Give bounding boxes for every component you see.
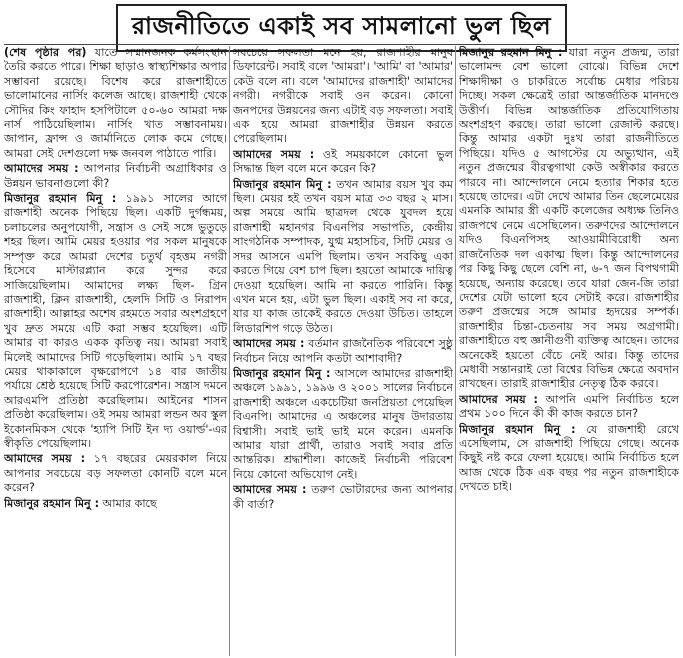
question-text: ওই সময়কালে কোনো ভুল সিদ্ধান্ত ছিল বলে মনে করেন কি? <box>233 147 453 176</box>
answer-text: আসলে আমাদের রাজশাহী অঞ্চলে ১৯৯১, ১৯৯৬ ও ২০০১ সালের নির্বাচনে রাজশাহী অঞ্চলে একচেটিয়া জনপ্রিয়তা পেয়েছিল বিএনপি। আমাদের এ অঞ্চলের মানুষ উদারতায় বিশ্বাসী। সবাই ভাই ভাই মনে করেন। এমনকি আমার যারা প্রার্থী, তারাও সবাই সবার প্রতি আন্তরিক। শ্রদ্ধাশীল। কাজেই নির্বাচনী পরিবেশ নিয়ে কোনো অভিযোগ নেই। <box>233 366 453 481</box>
speaker-label: মিজানুর রহমান মিনু : <box>459 46 563 59</box>
paragraph <box>4 46 227 161</box>
interviewer-label: আমাদের সময় : <box>4 162 79 176</box>
answer <box>459 423 679 495</box>
interviewer-label: আমাদের সময় : <box>4 452 86 466</box>
headline-area <box>0 0 683 42</box>
paragraph-text: যাতে সম্মানজনক কর্মসংস্থান তৈরি করতে পারে। শিক্ষা ছাড়াও স্বাস্থ্যশিক্ষার অপার সম্ভাবনা রয়েছে। বিশেষ করে রাজশাহীতে ভালোমানের নার্সিং কলেজ আছে। রাজশাহী থেকে সৌদির কিং ফাহাদ হসপিটালে ৫০-৬০ আমরা দক্ষ নার্স পাঠিয়েছিলাম। নার্সিং খাত সম্ভাবনাময়। জাপান, ফ্রান্স ও জার্মানিতে লোক কমে গেছে। আমরা সেই দেশগুলো দক্ষ জনবল পাঠাতে পারি। <box>4 46 227 160</box>
answer <box>233 178 453 336</box>
question-text: আপনার নির্বাচনী অগ্রাধিকার ও উন্নয়ন ভাবনাগুলো কী? <box>4 162 227 190</box>
question-text: ১৭ বছরের মেয়রকাল নিয়ে আপনার সবচেয়ে বড় সফলতা কোনটি বলে মনে করেন? <box>4 452 227 495</box>
question <box>4 452 227 495</box>
speaker-label: মিজানুর রহমান মিনু : <box>4 496 100 510</box>
question-text: আপনি এমপি নির্বাচিত হলে প্রথম ১০০ দিনে কী কী কাজ করতে চান? <box>459 392 679 421</box>
column-1 <box>4 46 227 656</box>
paragraph <box>233 46 453 147</box>
answer <box>4 192 227 451</box>
question <box>4 162 227 191</box>
column-divider-2 <box>455 46 456 656</box>
speaker-label: মিজানুর রহমান মিনু : <box>459 422 576 436</box>
interviewer-label: আমাদের সময় : <box>233 337 305 351</box>
interviewer-label: আমাদের সময় : <box>233 483 307 497</box>
question <box>233 337 453 366</box>
answer-text: আমার কাছে <box>99 496 157 510</box>
top-rule <box>4 44 679 45</box>
question <box>233 483 453 512</box>
paragraph-text: সবচেয়ে সফলতা মনে হয়, রাজশাহীর মানুষ ডিফারেন্ট। সবাই বলে 'আমরা'। 'আমি' বা 'আমার' কেউ বলে না। বলে 'আমাদের রাজশাহী' আমাদের নগরী। নগরীকে সবাই ওন করেন। কোনো জনপদের উন্নয়নের জন্য এটাই বড় সফলতা। সবাই এক হয়ে আমরা রাজশাহীর উন্নয়ন করতে পেরেছিলাম। <box>233 46 453 146</box>
answer <box>4 497 227 511</box>
question <box>459 393 679 422</box>
interviewer-label: আমাদের সময় : <box>459 392 538 406</box>
answer-text: ১৯৯১ সালের আগে রাজশাহী অনেক পিছিয়ে ছিল। একটি দুর্গন্ধময়, চলাচলের অনুপযোগী, সন্ত্রাস ও সেই সঙ্গে ভুতুড়ে শহর ছিল। আমি মেয়র হওয়ার পর সকল মানুষকে সম্পৃক্ত করে আমরা দেশের চতুর্থ বৃহত্তম নগরী হিসেবে মাস্টারপ্ল্যান করে সুন্দর করে সাজিয়েছিলাম। আমাদের লক্ষ্য ছিল- গ্রিন রাজশাহী, ক্লিন রাজশাহী, হেলদি সিটি ও নিরাপদ রাজশাহী। আল্লাহর অশেষ রহমতে সবার অংশগ্রহণে খুব দ্রুত সময়ে এটি করা সম্ভব হয়েছিল। এটি আমার বা কারও একক কৃতিত্ব নয়। আমরা সবাই মিলেই আমাদের সিটি গড়েছিলাম। আমি ১৭ বছর মেয়র থাকাকালে বৃক্ষরোপণে ১৪ বার জাতীয় পর্যায়ে শ্রেষ্ঠ হয়েছে সিটি করপোরেশন। সন্ত্রাস দমনে আরএমপি প্রতিষ্ঠা করেছিলাম। আইনের শাসন প্রতিষ্ঠা করেছিলাম। ওই সময় আমরা লন্ডন অব স্কুল ইকোনমিকস থেকে 'হ্যাপি সিটি ইন দ্য ওয়ার্ল্ড'-এর স্বীকৃতি পেয়েছিলাম। <box>4 192 227 450</box>
answer-text: তখন আমার বয়স খুব কম ছিল। মেয়র হই তখন বয়স মাত্র ৩৩ বছর ২ মাস। অল্প সময়ে আমি ছাত্রদল থেকে যুবদল হয়ে রাজশাহী মহানগর বিএনপির সভাপতি, কেন্দ্রীয় সাংগঠনিক সম্পাদক, যুগ্ম মহাসচিব, সিটি মেয়র ও সদর আসনে এমপি ছিলাম। তখন সবকিছু একা করতে গিয়ে বেশ চাপ ছিল। হয়তো আমাকে দায়িত্ব দেওয়া হয়েছিল। আমি না করতে পারিনি। কিন্তু এখন মনে হয়, এটা ভুল ছিল। একাই সব না করে, যার যা কাজ তাকেই করতে দেওয়া উচিত। তাহলে লিডারশিপ গড়ে উঠত। <box>233 177 453 335</box>
interviewer-label: আমাদের সময় : <box>233 147 315 161</box>
answer <box>233 367 453 482</box>
question-text: বর্তমান রাজনৈতিক পরিবেশে সুষ্ঠু নির্বাচন নিয়ে আপনি কতটা আশাবাদী? <box>233 337 453 365</box>
speaker-label: মিজানুর রহমান মিনু : <box>4 192 117 206</box>
column-3 <box>459 46 679 656</box>
question-text: তরুণ ভোটারদের জন্য আপনার কী বার্তা? <box>233 483 453 511</box>
column-divider-1 <box>229 46 230 656</box>
answer-text: যারা নতুন প্রজন্ম, তারা ভালোমন্দ বেশ ভালো বোঝে। বিভিন্ন দেশে শিক্ষাদীক্ষা ও চাকরিতে সর্বোচ্চ মেধার পরিচয় দিচ্ছে। সকল ক্ষেত্রেই তারা আন্তর্জাতিক মানদণ্ডে উত্তীর্ণ। বিভিন্ন আন্তর্জাতিক প্রতিযোগিতায় অংশগ্রহণ করছে। তারা ভালো রেজাল্ট করছে। কিন্তু আমার একটা দুঃখ তারা রাজনীতিতে পিছিয়ে। যদিও ৫ আগস্টের যে অভ্যুত্থান, এই নতুন প্রজন্মের বীরত্বগাথা কেউ অস্বীকার করতে পারবে না। আন্দোলনে নেমে হত্যার শিকার হতে হয়েছে তাদের। এটা দেখে আমার তিন ছেলেমেয়ের এমনকি আমার স্ত্রী একটি কলেজের অধ্যক্ষ তিনিও রাজপথে নেমে এসেছিলেন। তরুণদের আন্দোলনে যদিও বিএনপিসহ আওয়ামীবিরোধী অন্য রাজনৈতিক দল একাত্ম ছিল। কিন্তু আন্দোলনের পর কিছু কিছু ছেলে বেশি না, ৬-৭ জন বিপথগামী হয়েছে, অন্যায় করেছে। তবে যারা জেন-জি তারা দেশের যেটা ভালো হবে সেটাই করে। রাজশাহীর তরুণ প্রজন্মের সঙ্গে আমার হৃদয়ের সম্পর্ক। রাজশাহীর চিন্তা-চেতনায় সব সময় অগ্রগামী। রাজশাহীতে বহু জ্ঞানীগুণী ব্যক্তিত্ব আছেন। তাদের অনেকেই হয়তো বেঁচে নেই আর। কিন্তু তাদের মেধাবী সন্তানরাই তো বিশ্বের বিভিন্ন ক্ষেত্রে অবদান রাখছেন। তারাই রাজশাহীর নেতৃত্ব ঠিক করবে। <box>459 46 679 391</box>
speaker-label: মিজানুর রহমান মিনু : <box>233 177 332 191</box>
question <box>233 148 453 177</box>
column-2 <box>233 46 453 656</box>
headline: রাজনীতিতে একাই সব সামলানো ভুল ছিল <box>116 4 567 52</box>
speaker-label: মিজানুর রহমান মিনু : <box>233 366 331 380</box>
answer-text: যে রাজশাহী রেখে এসেছিলাম, সে রাজশাহী পিছিয়ে গেছে। অনেক কিছুই নষ্ট করে ফেলা হয়েছে। আমি নির্বাচিত হলে আজ থেকে ঠিক এক বছর পর নতুন রাজশাহীকে দেখতে চাই। <box>459 422 679 494</box>
answer <box>459 46 679 392</box>
continued-marker: (শেষ পৃষ্ঠার পর) <box>4 46 87 59</box>
